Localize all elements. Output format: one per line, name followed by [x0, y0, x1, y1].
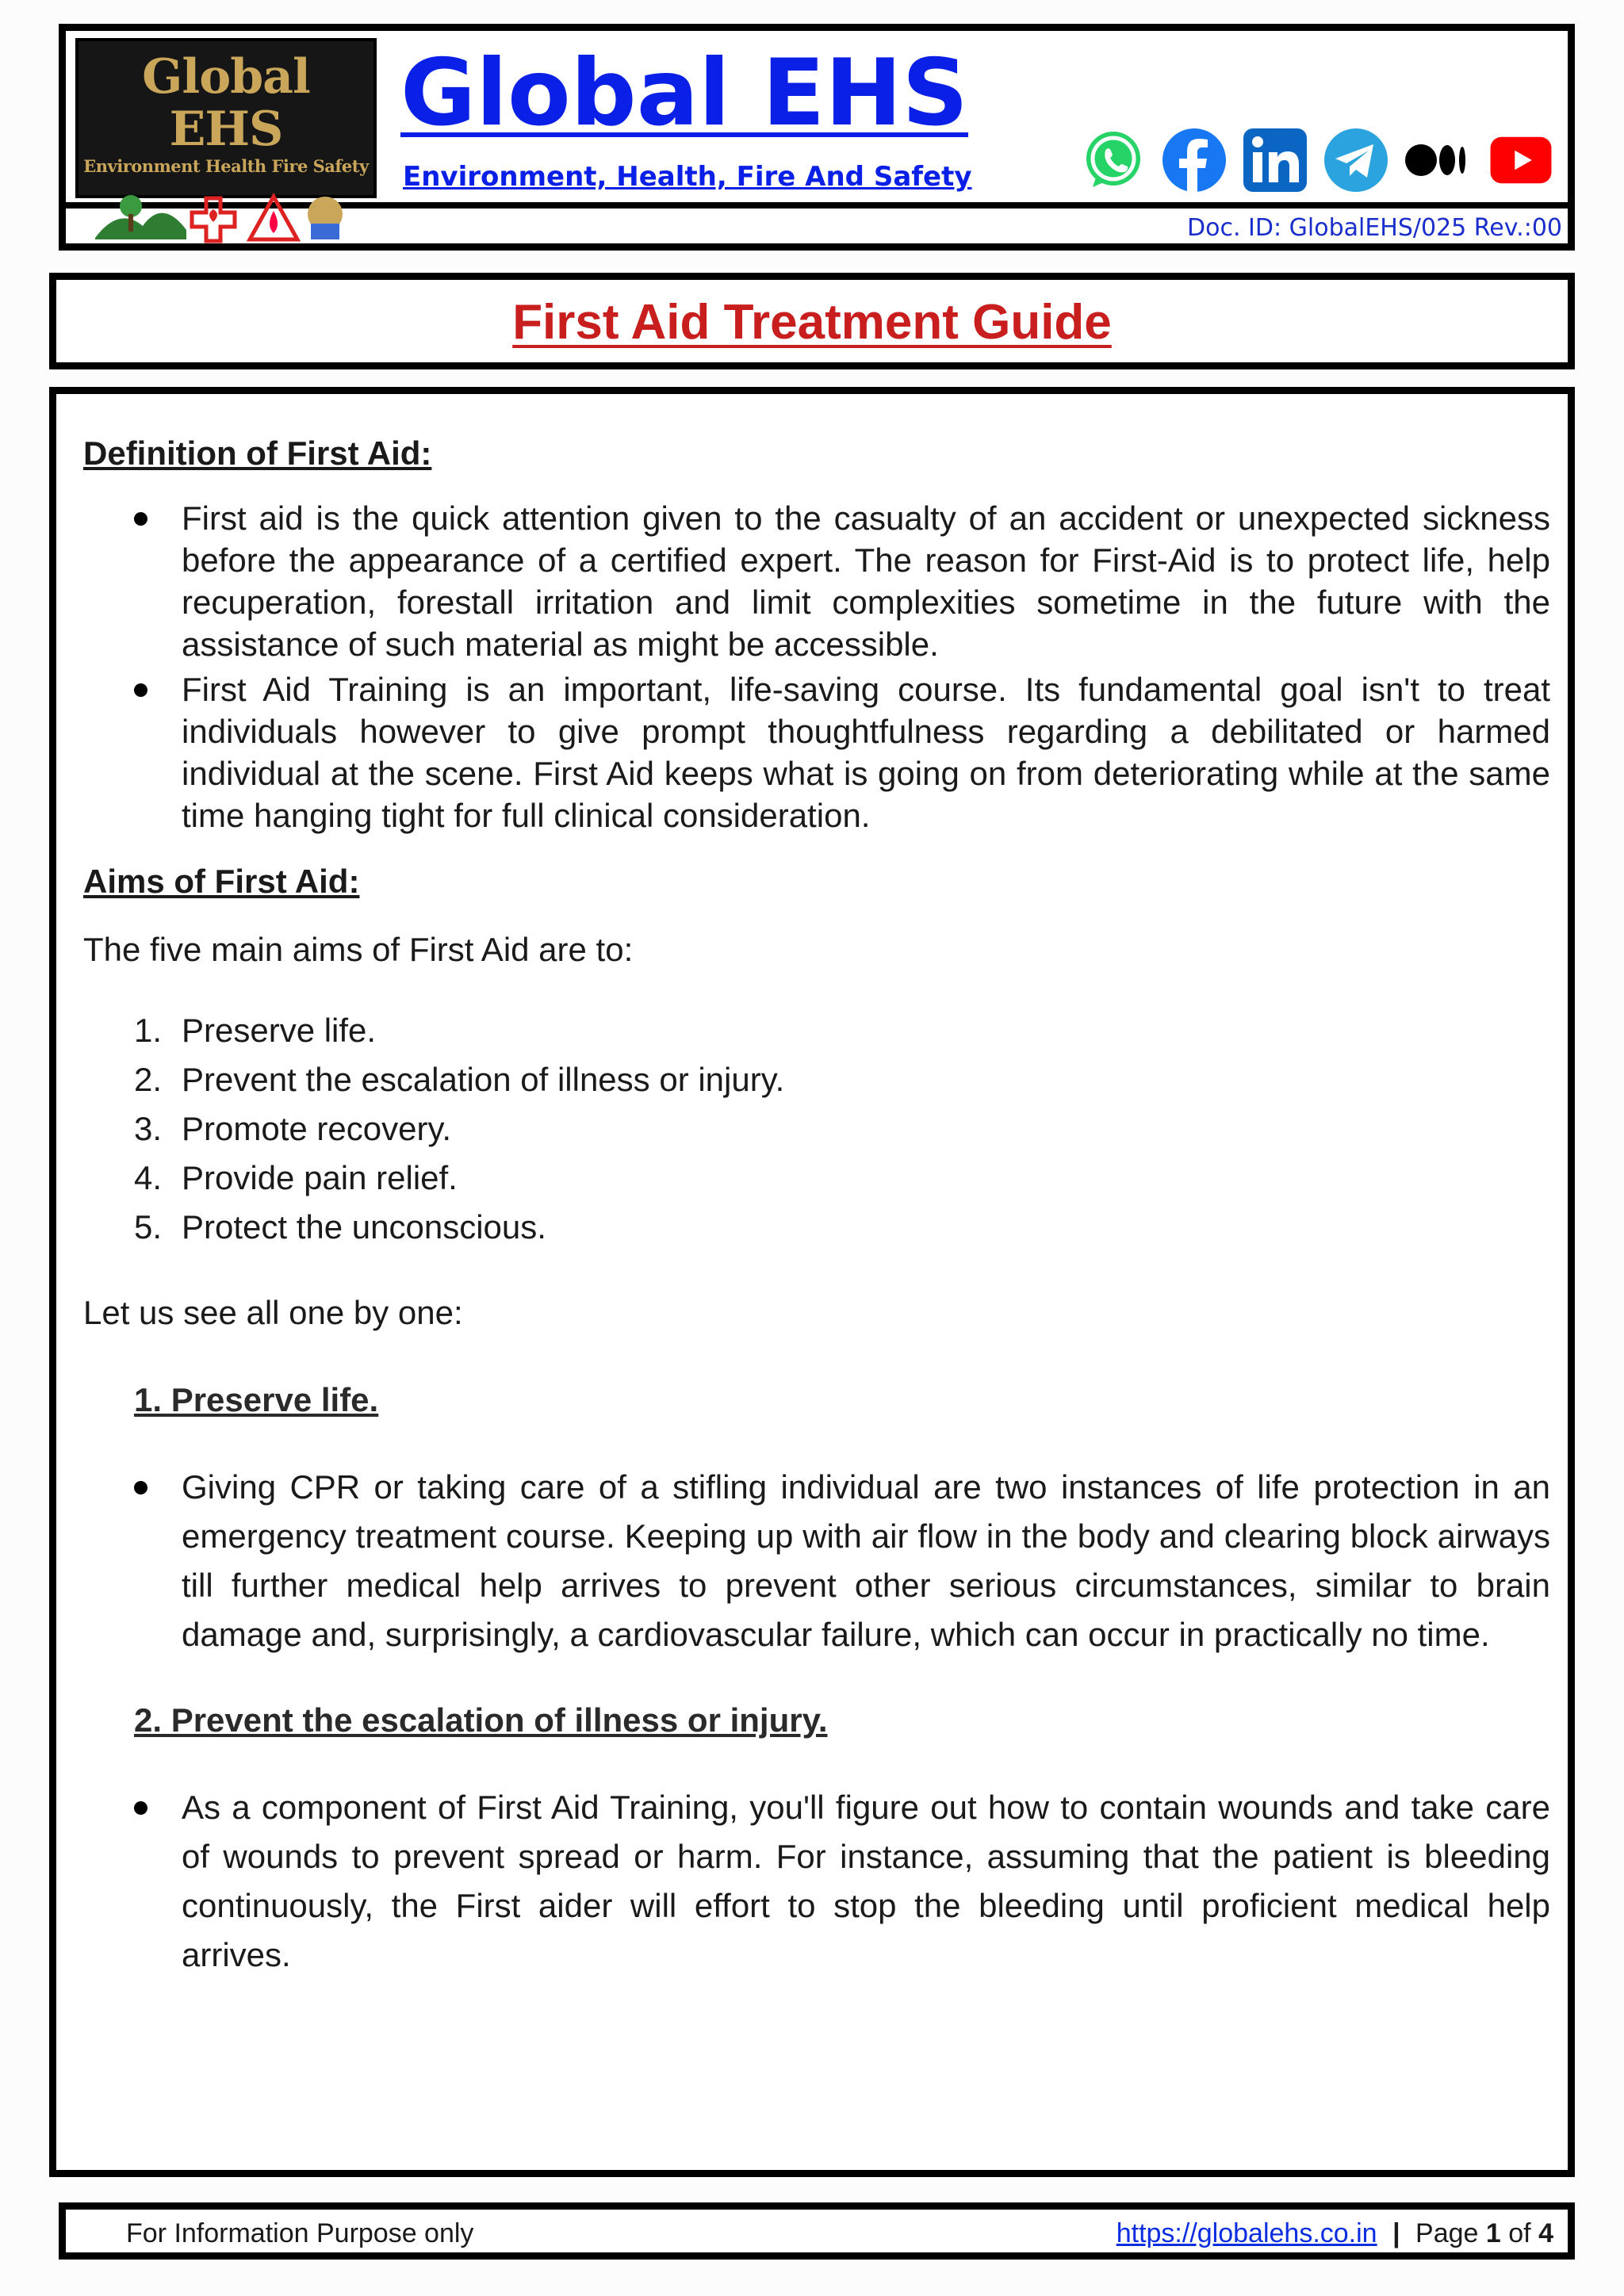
- list-number: 4.: [134, 1159, 163, 1196]
- section-list: [83, 1783, 1550, 1980]
- page-current: 1: [1485, 2218, 1501, 2248]
- definition-heading: Definition of First Aid:: [83, 434, 432, 472]
- list-item: As a component of First Aid Training, you'll figure out how to contain wounds and take care of wounds to prevent spread or harm. For instance, assuming that the patient is bleeding continuously, the First aider will effort to stop the bleeding until proficient medical help arrives.: [83, 1783, 1550, 1980]
- youtube-icon[interactable]: [1483, 125, 1553, 195]
- list-item: [83, 1203, 1550, 1252]
- website-link[interactable]: https://globalehs.co.in: [1116, 2218, 1377, 2248]
- list-number: 3.: [134, 1110, 163, 1147]
- section-list: [83, 1463, 1550, 1659]
- list-text: Protect the unconscious.: [182, 1208, 546, 1246]
- list-number: 2.: [134, 1061, 163, 1098]
- brand-subtitle: Environment, Health, Fire And Safety: [403, 161, 972, 193]
- logo-subtitle: Environment Health Fire Safety: [83, 156, 369, 176]
- definition-list: [83, 497, 1550, 836]
- list-item: First Aid Training is an important, life-saving course. Its fundamental goal isn't to treat individuals however to give prompt thoughtfulness regarding a debilitated or harmed individual at the scene. First Aid keeps what is going on from deteriorating while at the same time hanging tight for full clinical consideration.: [83, 668, 1550, 836]
- footer-separator: |: [1392, 2218, 1400, 2248]
- list-text: Prevent the escalation of illness or injury.: [182, 1061, 785, 1098]
- aims-list: [83, 1006, 1550, 1252]
- list-text: Provide pain relief.: [182, 1159, 458, 1196]
- telegram-icon[interactable]: [1321, 125, 1391, 195]
- brand-title: Global EHS: [400, 40, 968, 147]
- aims-intro: The five main aims of First Aid are to:: [83, 931, 634, 968]
- content-frame: [49, 387, 1575, 2177]
- page-total: 4: [1538, 2218, 1553, 2248]
- list-text: Promote recovery.: [182, 1110, 451, 1147]
- list-item: First aid is the quick attention given to the casualty of an accident or unexpected sickness before the appearance of a certified expert. The reason for First-Aid is to protect life, help recuperation, forestall irritation and limit complexities sometime in the future with the assistance of such material as might be accessible.: [83, 497, 1550, 665]
- list-item: Giving CPR or taking care of a stifling individual are two instances of life protection in an emergency treatment course. Keeping up with air flow in the body and clearing block airways till further medical help arrives to prevent other serious circumstances, similar to brain damage and, surprisingly, a cardiovascular failure, which can occur in practically no time.: [83, 1463, 1550, 1659]
- document-id: Doc. ID: GlobalEHS/025 Rev.:00: [1187, 214, 1562, 242]
- footer-right: [1116, 2216, 1553, 2251]
- whatsapp-icon[interactable]: [1078, 125, 1148, 195]
- facebook-icon[interactable]: [1159, 125, 1229, 195]
- logo-emblem-icon: [87, 182, 365, 244]
- social-links: [1078, 124, 1564, 197]
- document-title: First Aid Treatment Guide: [512, 295, 1112, 350]
- document-body: [83, 432, 1550, 1980]
- list-item: [83, 1104, 1550, 1154]
- aims-outro: Let us see all one by one:: [83, 1294, 463, 1331]
- logo-title: Global EHS: [142, 49, 310, 157]
- list-number: 1.: [134, 1012, 163, 1049]
- list-item: [83, 1055, 1550, 1104]
- title-frame: [49, 273, 1575, 369]
- list-item: [83, 1006, 1550, 1055]
- global-ehs-logo: [75, 38, 377, 198]
- linkedin-icon[interactable]: [1240, 125, 1310, 195]
- footer-note: For Information Purpose only: [126, 2218, 474, 2248]
- page-of: of: [1508, 2218, 1531, 2248]
- footer-bar: [59, 2202, 1575, 2260]
- medium-icon[interactable]: [1402, 125, 1472, 195]
- page-label: Page: [1415, 2218, 1479, 2248]
- list-item: [83, 1154, 1550, 1203]
- list-number: 5.: [134, 1208, 163, 1246]
- aims-heading: Aims of First Aid:: [83, 863, 360, 900]
- list-text: Preserve life.: [182, 1012, 377, 1049]
- section-heading: 2. Prevent the escalation of illness or injury.: [134, 1701, 828, 1739]
- section-heading: 1. Preserve life.: [134, 1381, 379, 1418]
